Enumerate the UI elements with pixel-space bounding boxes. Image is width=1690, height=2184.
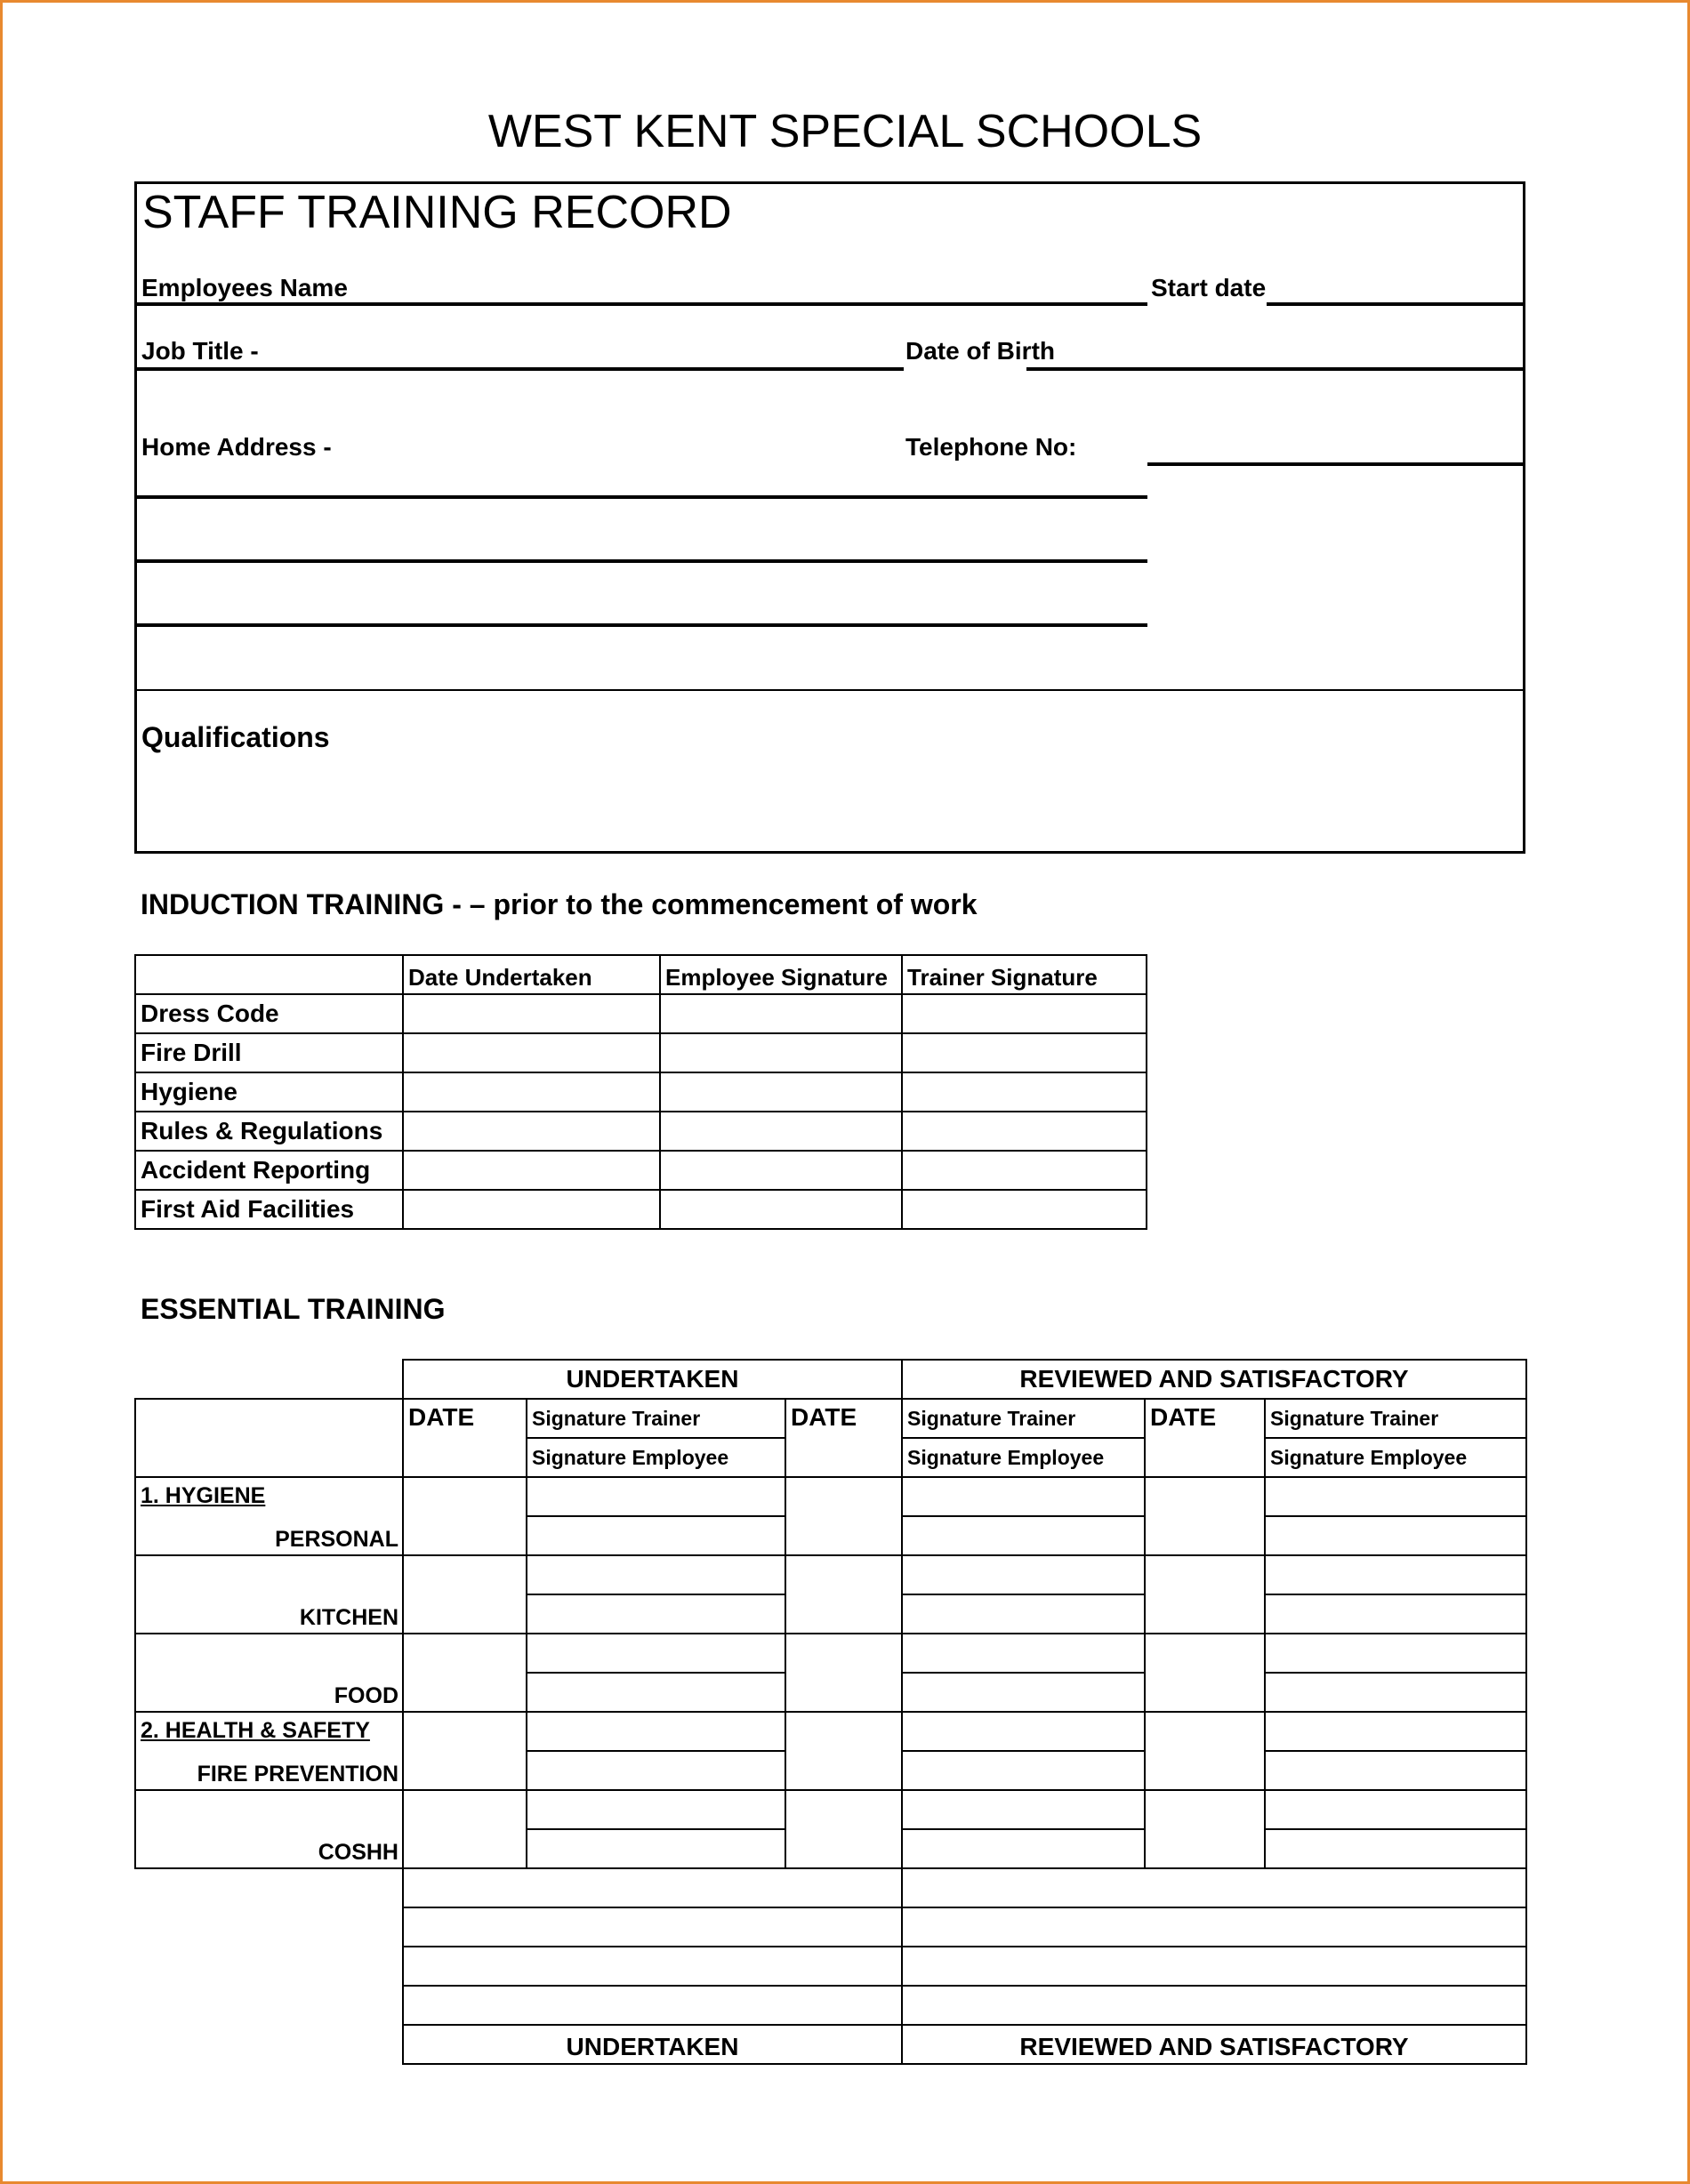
date-cell[interactable] — [403, 1072, 660, 1112]
date-cell[interactable] — [785, 1634, 902, 1712]
essential-group-header-row — [135, 1360, 1526, 1399]
job-title-line[interactable] — [137, 367, 904, 371]
blank-row — [135, 1947, 1526, 1986]
sig-trainer-header: Signature Trainer — [1265, 1399, 1526, 1438]
qualifications-label: Qualifications — [141, 721, 330, 753]
sig-employee-header: Signature Employee — [1265, 1438, 1526, 1477]
signature-cell[interactable] — [1265, 1673, 1526, 1712]
essential-footer-row — [135, 2025, 1526, 2064]
start-date-line[interactable] — [1267, 302, 1525, 306]
signature-cell[interactable] — [1265, 1829, 1526, 1868]
date-cell[interactable] — [785, 1790, 902, 1868]
blank-row — [135, 1868, 1526, 1907]
address-line-1[interactable] — [137, 495, 1147, 499]
reviewed-blank-cell[interactable] — [902, 1986, 1526, 2025]
item-coshh: COSHH — [135, 1790, 403, 1868]
date-cell[interactable] — [403, 1151, 660, 1190]
table-row — [135, 1555, 1526, 1594]
table-row — [135, 1190, 1147, 1229]
signature-cell[interactable] — [527, 1555, 785, 1594]
signature-cell[interactable] — [527, 1634, 785, 1673]
employees-name-label: Employees Name — [141, 274, 348, 301]
reviewed-blank-cell[interactable] — [902, 1907, 1526, 1947]
signature-cell[interactable] — [527, 1751, 785, 1790]
induction-row-label: Fire Drill — [135, 1033, 403, 1072]
date-cell[interactable] — [1145, 1477, 1265, 1555]
signature-cell[interactable] — [1265, 1477, 1526, 1516]
address-line-2[interactable] — [137, 559, 1147, 563]
trainer-signature-cell[interactable] — [902, 1112, 1147, 1151]
induction-header-blank — [135, 955, 403, 994]
table-row — [135, 1477, 1526, 1516]
table-row — [135, 994, 1147, 1033]
date-cell[interactable] — [785, 1477, 902, 1555]
employees-name-line[interactable] — [137, 302, 1147, 306]
date-cell[interactable] — [403, 1033, 660, 1072]
date-cell[interactable] — [403, 1190, 660, 1229]
signature-cell[interactable] — [1265, 1555, 1526, 1594]
reviewed-blank-cell[interactable] — [902, 1947, 1526, 1986]
signature-cell[interactable] — [527, 1673, 785, 1712]
date-cell[interactable] — [785, 1555, 902, 1634]
signature-cell[interactable] — [902, 1829, 1145, 1868]
undertaken-blank-cell[interactable] — [403, 1947, 902, 1986]
table-row — [135, 1790, 1526, 1829]
induction-row-label: Accident Reporting — [135, 1151, 403, 1190]
signature-cell[interactable] — [902, 1516, 1145, 1555]
undertaken-blank-cell[interactable] — [403, 1868, 902, 1907]
telephone-label: Telephone No: — [905, 433, 1077, 461]
undertaken-header: UNDERTAKEN — [403, 1360, 902, 1399]
table-row — [135, 1634, 1526, 1673]
reviewed-blank-cell[interactable] — [902, 1868, 1526, 1907]
date-cell[interactable] — [785, 1712, 902, 1790]
signature-cell[interactable] — [902, 1673, 1145, 1712]
trainer-signature-cell[interactable] — [902, 1072, 1147, 1112]
employee-signature-cell[interactable] — [660, 1151, 902, 1190]
signature-cell[interactable] — [902, 1790, 1145, 1829]
signature-cell[interactable] — [1265, 1790, 1526, 1829]
signature-cell[interactable] — [902, 1634, 1145, 1673]
undertaken-date-header: DATE — [403, 1399, 527, 1477]
school-title: WEST KENT SPECIAL SCHOOLS — [487, 106, 1203, 157]
date-cell[interactable] — [1145, 1634, 1265, 1712]
induction-row-label: Hygiene — [135, 1072, 403, 1112]
trainer-signature-cell[interactable] — [902, 1190, 1147, 1229]
personal-details-box — [134, 181, 1525, 854]
signature-cell[interactable] — [1265, 1516, 1526, 1555]
address-line-3[interactable] — [137, 623, 1147, 627]
induction-header-row — [135, 955, 1147, 994]
induction-row-label: Dress Code — [135, 994, 403, 1033]
table-row — [135, 1151, 1147, 1190]
date-cell[interactable] — [1145, 1712, 1265, 1790]
essential-table — [134, 1359, 1527, 2065]
signature-cell[interactable] — [902, 1751, 1145, 1790]
signature-cell[interactable] — [902, 1477, 1145, 1516]
signature-cell[interactable] — [1265, 1751, 1526, 1790]
induction-heading: INDUCTION TRAINING - – prior to the commencement of work — [141, 888, 978, 920]
start-date-label: Start date — [1151, 274, 1267, 301]
home-address-label: Home Address - — [141, 433, 332, 461]
review-date-header: DATE — [785, 1399, 902, 1477]
table-row — [135, 1712, 1526, 1751]
signature-cell[interactable] — [527, 1712, 785, 1751]
item-kitchen: KITCHEN — [135, 1555, 403, 1634]
employee-signature-cell[interactable] — [660, 994, 902, 1033]
induction-row-label: Rules & Regulations — [135, 1112, 403, 1151]
trainer-signature-cell[interactable] — [902, 994, 1147, 1033]
date-cell[interactable] — [403, 1477, 527, 1555]
telephone-line[interactable] — [1147, 462, 1525, 466]
signature-cell[interactable] — [527, 1516, 785, 1555]
signature-cell[interactable] — [527, 1829, 785, 1868]
sig-employee-header: Signature Employee — [527, 1438, 785, 1477]
reviewed-header: REVIEWED AND SATISFACTORY — [902, 1360, 1526, 1399]
table-row — [135, 1112, 1147, 1151]
induction-table — [134, 954, 1147, 1230]
blank-row — [135, 1986, 1526, 2025]
signature-cell[interactable] — [1265, 1594, 1526, 1634]
date-cell[interactable] — [403, 1112, 660, 1151]
job-title-label: Job Title - — [141, 337, 259, 365]
employee-signature-cell[interactable] — [660, 1112, 902, 1151]
signature-cell[interactable] — [527, 1477, 785, 1516]
footer-reviewed: REVIEWED AND SATISFACTORY — [902, 2025, 1526, 2064]
date-cell[interactable] — [403, 1712, 527, 1790]
date-cell[interactable] — [1145, 1555, 1265, 1634]
essential-column-header-row — [135, 1399, 1526, 1438]
date-of-birth-label: Date of Birth — [905, 337, 1055, 365]
item-food: FOOD — [135, 1634, 403, 1712]
table-row — [135, 1072, 1147, 1112]
induction-row-label: First Aid Facilities — [135, 1190, 403, 1229]
induction-header-date: Date Undertaken — [403, 955, 660, 994]
review2-date-header: DATE — [1145, 1399, 1265, 1477]
employee-signature-cell[interactable] — [660, 1033, 902, 1072]
undertaken-blank-cell[interactable] — [403, 1986, 902, 2025]
signature-cell[interactable] — [902, 1712, 1145, 1751]
employee-signature-cell[interactable] — [660, 1072, 902, 1112]
signature-cell[interactable] — [1265, 1712, 1526, 1751]
sig-trainer-header: Signature Trainer — [527, 1399, 785, 1438]
trainer-signature-cell[interactable] — [902, 1033, 1147, 1072]
essential-label-header — [135, 1399, 403, 1477]
record-title: STAFF TRAINING RECORD — [142, 187, 732, 238]
signature-cell[interactable] — [527, 1790, 785, 1829]
table-row — [135, 1033, 1147, 1072]
signature-cell[interactable] — [1265, 1634, 1526, 1673]
employee-signature-cell[interactable] — [660, 1190, 902, 1229]
date-cell[interactable] — [403, 1555, 527, 1634]
item-personal: PERSONAL — [135, 1516, 403, 1555]
date-of-birth-line[interactable] — [1026, 367, 1525, 371]
undertaken-blank-cell[interactable] — [403, 1907, 902, 1947]
sig-employee-header: Signature Employee — [902, 1438, 1145, 1477]
date-cell[interactable] — [403, 1634, 527, 1712]
induction-header-employee-signature: Employee Signature — [660, 955, 902, 994]
signature-cell[interactable] — [902, 1594, 1145, 1634]
blank-row — [135, 1907, 1526, 1947]
signature-cell[interactable] — [902, 1555, 1145, 1594]
item-fire-prevention: FIRE PREVENTION — [135, 1751, 403, 1790]
signature-cell[interactable] — [527, 1594, 785, 1634]
date-cell[interactable] — [403, 994, 660, 1033]
sig-trainer-header: Signature Trainer — [902, 1399, 1145, 1438]
date-cell[interactable] — [403, 1790, 527, 1868]
qualifications-divider — [137, 689, 1525, 691]
induction-header-trainer-signature: Trainer Signature — [902, 955, 1147, 994]
category-health-safety: 2. HEALTH & SAFETY — [135, 1712, 403, 1751]
category-hygiene: 1. HYGIENE — [135, 1477, 403, 1516]
trainer-signature-cell[interactable] — [902, 1151, 1147, 1190]
essential-heading: ESSENTIAL TRAINING — [141, 1293, 446, 1325]
footer-undertaken: UNDERTAKEN — [403, 2025, 902, 2064]
date-cell[interactable] — [1145, 1790, 1265, 1868]
